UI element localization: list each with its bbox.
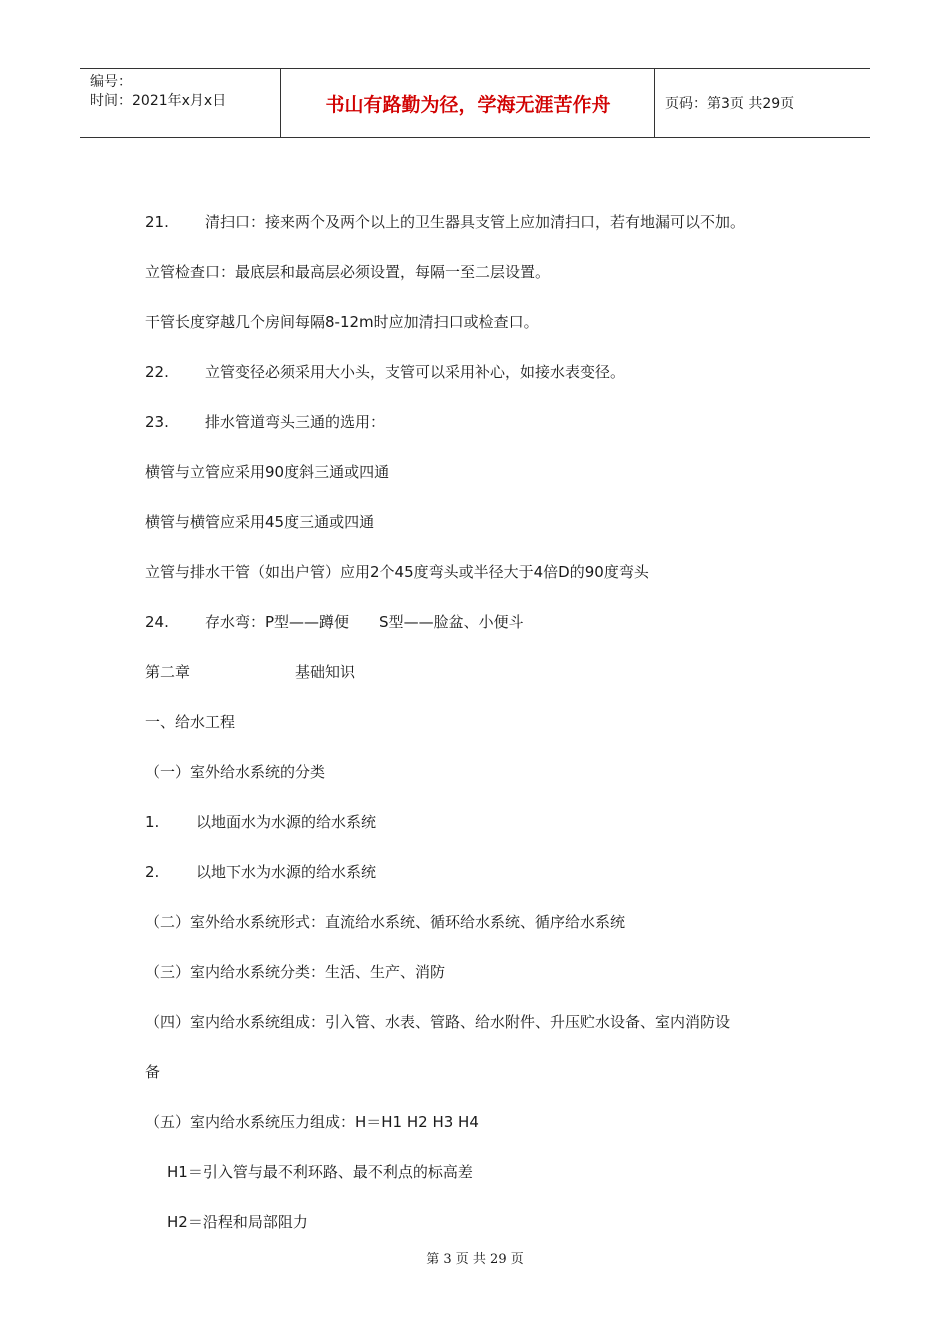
body-line: 立管与排水干管（如出户管）应用2个45度弯头或半径大于4倍D的90度弯头: [145, 563, 649, 581]
item-number: 24.: [145, 613, 169, 631]
subsection-heading: （一）室外给水系统的分类: [145, 763, 326, 781]
item-text: 存水弯：P型——蹲便 S型——脸盆、小便斗: [205, 613, 524, 631]
page-footer: 第 3 页 共 29 页: [426, 1252, 524, 1267]
body-line: H1＝引入管与最不利环路、最不利点的标高差: [167, 1163, 473, 1181]
list-item: [145, 861, 376, 882]
page-header: [80, 68, 870, 138]
item-21: [145, 211, 745, 232]
header-left-cell: [80, 69, 281, 137]
item-text: 排水管道弯头三通的选用：: [205, 413, 386, 431]
chapter-heading: 第二章 基础知识: [145, 663, 356, 681]
item-text: 立管变径必须采用大小头，支管可以采用补心，如接水表变径。: [205, 363, 626, 381]
item-23: [145, 411, 385, 432]
number-label: 编号：: [90, 74, 132, 90]
date-label: 时间：2021年x月x日: [90, 93, 227, 109]
item-number: 1.: [145, 813, 160, 831]
body-line: 干管长度穿越几个房间每隔8-12m时应加清扫口或检查口。: [145, 313, 539, 331]
item-number: 2.: [145, 863, 160, 881]
item-text: 以地面水为水源的给水系统: [196, 813, 377, 831]
body-line: 横管与横管应采用45度三通或四通: [145, 513, 375, 531]
body-line: （二）室外给水系统形式：直流给水系统、循环给水系统、循序给水系统: [145, 913, 626, 931]
item-number: 21.: [145, 213, 169, 231]
body-line: H2＝沿程和局部阻力: [167, 1213, 308, 1231]
body-line: 横管与立管应采用90度斜三通或四通: [145, 463, 390, 481]
item-text: 以地下水为水源的给水系统: [196, 863, 377, 881]
body-line: （三）室内给水系统分类：生活、生产、消防: [145, 963, 446, 981]
item-text: 清扫口：接来两个及两个以上的卫生器具支管上应加清扫口，若有地漏可以不加。: [205, 213, 746, 231]
body-line: 立管检查口：最底层和最高层必须设置，每隔一至二层设置。: [145, 263, 551, 281]
item-number: 22.: [145, 363, 169, 381]
header-page-info: 页码：第3页 共29页: [665, 96, 795, 112]
list-item: [145, 811, 376, 832]
item-24: [145, 611, 524, 632]
section-heading: 一、给水工程: [145, 713, 236, 731]
body-line: （五）室内给水系统压力组成：H＝H1 H2 H3 H4: [145, 1113, 479, 1131]
body-line: （四）室内给水系统组成：引入管、水表、管路、给水附件、升压贮水设备、室内消防设: [145, 1013, 731, 1031]
body-line: 备: [145, 1063, 161, 1081]
item-22: [145, 361, 625, 382]
header-motto: 书山有路勤为径，学海无涯苦作舟: [282, 69, 655, 137]
item-number: 23.: [145, 413, 169, 431]
